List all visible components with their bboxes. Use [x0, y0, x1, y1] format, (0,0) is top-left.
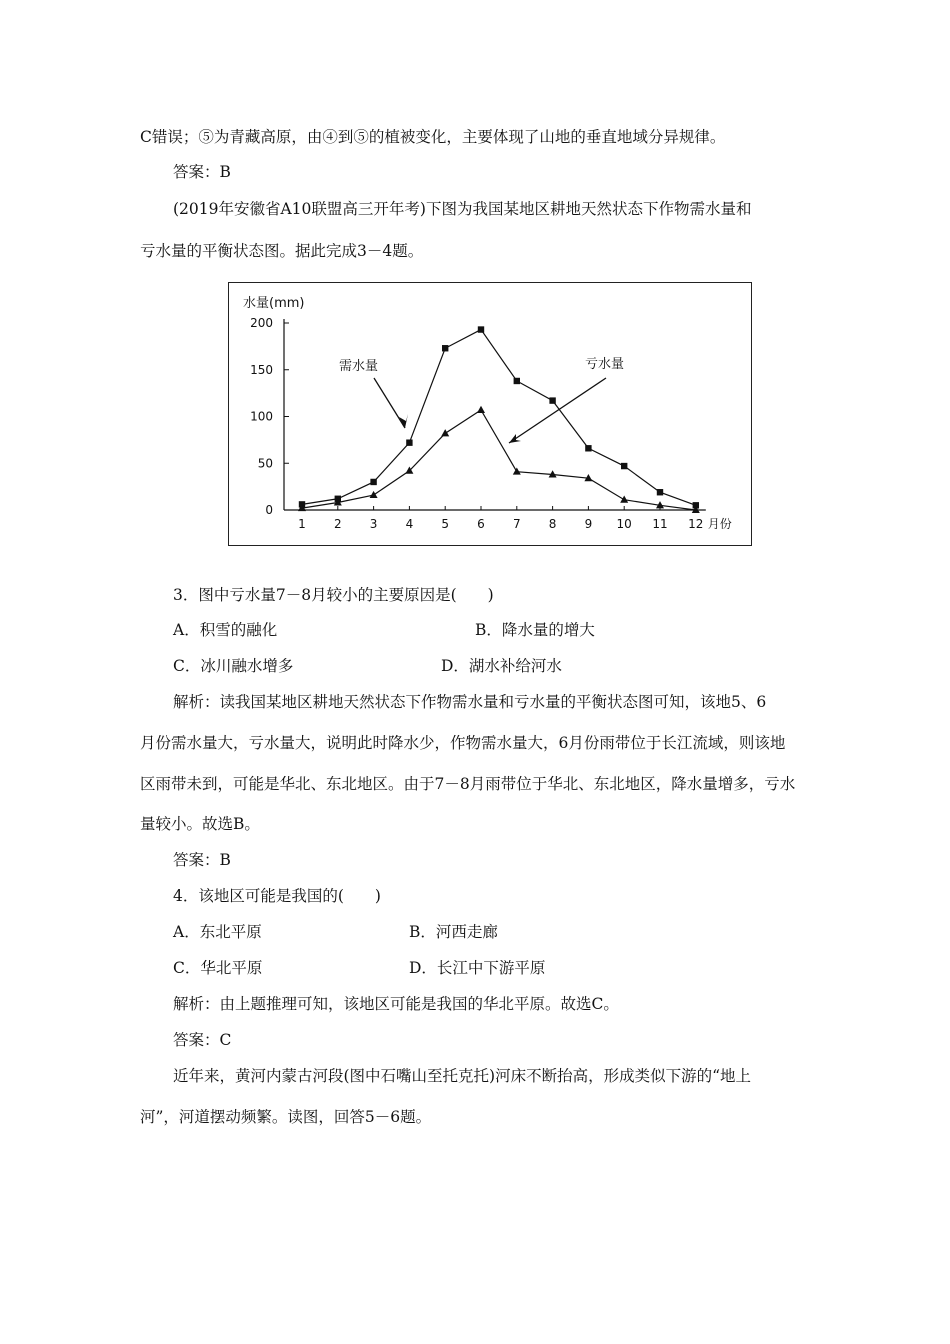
demand-arrow [374, 378, 405, 428]
q4-option-a: A．东北平原 [173, 923, 262, 941]
x-tick-label: 4 [405, 517, 414, 531]
q4-option-c: C．华北平原 [173, 959, 263, 977]
demand-line [302, 330, 696, 506]
q3-analysis-3: 区雨带未到，可能是华北、东北地区。由于7－8月雨带位于华北、东北地区，降水量增多，亏水 [140, 775, 796, 793]
q3-option-a: A．积雪的融化 [173, 621, 278, 639]
x-axis-label: 月份 [707, 517, 732, 531]
q4-option-d: D．长江中下游平原 [409, 959, 546, 977]
plot-area [250, 316, 732, 531]
x-tick-label: 12 [688, 517, 704, 531]
water-balance-chart [228, 282, 752, 546]
x-tick-label: 5 [441, 517, 450, 531]
q3-analysis-4: 量较小。故选B。 [140, 815, 260, 833]
answer-prev: 答案：B [173, 163, 231, 181]
x-tick-label: 1 [298, 517, 306, 531]
y-tick-label: 50 [257, 456, 273, 471]
deficit-line [302, 410, 696, 510]
y-tick-label: 100 [250, 409, 273, 424]
deficit-point [441, 429, 449, 436]
demand-point [406, 439, 412, 445]
x-tick-label: 10 [616, 517, 632, 531]
legend-deficit-label: 亏水量 [585, 357, 625, 372]
q3-option-c: C．冰川融水增多 [173, 657, 294, 675]
deficit-point [370, 491, 378, 498]
deficit-point [513, 467, 521, 474]
demand-point [478, 326, 484, 332]
x-tick-label: 3 [369, 517, 378, 531]
q3-analysis-2: 月份需水量大，亏水量大，说明此时降水少，作物需水量大，6月份雨带位于长江流域，则该地 [140, 734, 786, 752]
q4-analysis: 解析：由上题推理可知，该地区可能是我国的华北平原。故选C。 [173, 995, 619, 1013]
intro-line-1: (2019年安徽省A10联盟高三开年考)下图为我国某地区耕地天然状态下作物需水量和 [173, 200, 752, 218]
demand-point [657, 489, 663, 495]
q4-stem: 4．该地区可能是我国的( ) [173, 887, 381, 905]
intro5-line-1: 近年来，黄河内蒙古河段(图中石嘴山至托克托)河床不断抬高，形成类似下游的“地上 [173, 1067, 752, 1085]
demand-point [442, 345, 448, 351]
q3-analysis-1: 解析：读我国某地区耕地天然状态下作物需水量和亏水量的平衡状态图可知，该地5、6 [173, 693, 767, 711]
deficit-point [477, 406, 485, 413]
para-p1: C错误；⑤为青藏高原，由④到⑤的植被变化，主要体现了山地的垂直地域分异规律。 [140, 128, 726, 146]
legend-demand-label: 需水量 [339, 359, 379, 374]
x-tick-label: 11 [652, 517, 668, 531]
demand-point [370, 479, 376, 485]
intro-line-2: 亏水量的平衡状态图。据此完成3－4题。 [140, 242, 424, 260]
x-tick-label: 2 [333, 517, 342, 531]
q3-stem: 3．图中亏水量7－8月较小的主要原因是( ) [173, 586, 494, 604]
demand-point [585, 445, 591, 451]
demand-point [549, 397, 555, 403]
y-axis-label: 水量(mm) [243, 296, 305, 311]
q3-answer: 答案：B [173, 851, 231, 869]
deficit-arrow-head [509, 434, 521, 443]
q4-answer: 答案：C [173, 1031, 232, 1049]
q4-option-b: B．河西走廊 [409, 923, 498, 941]
demand-point [514, 378, 520, 384]
y-tick-label: 150 [250, 362, 273, 377]
x-tick-label: 8 [548, 517, 557, 531]
q3-option-b: B．降水量的增大 [475, 621, 595, 639]
x-tick-label: 7 [512, 517, 521, 531]
demand-point [621, 463, 627, 469]
deficit-point [620, 496, 628, 503]
y-tick-label: 200 [250, 316, 273, 330]
x-tick-label: 9 [584, 517, 593, 531]
q3-option-d: D．湖水补给河水 [441, 657, 562, 675]
chart-svg [229, 283, 753, 547]
intro5-line-2: 河”，河道摆动频繁。读图，回答5－6题。 [140, 1108, 432, 1126]
deficit-arrow [509, 378, 606, 443]
y-tick-label: 0 [265, 503, 273, 517]
x-tick-label: 6 [477, 517, 485, 531]
